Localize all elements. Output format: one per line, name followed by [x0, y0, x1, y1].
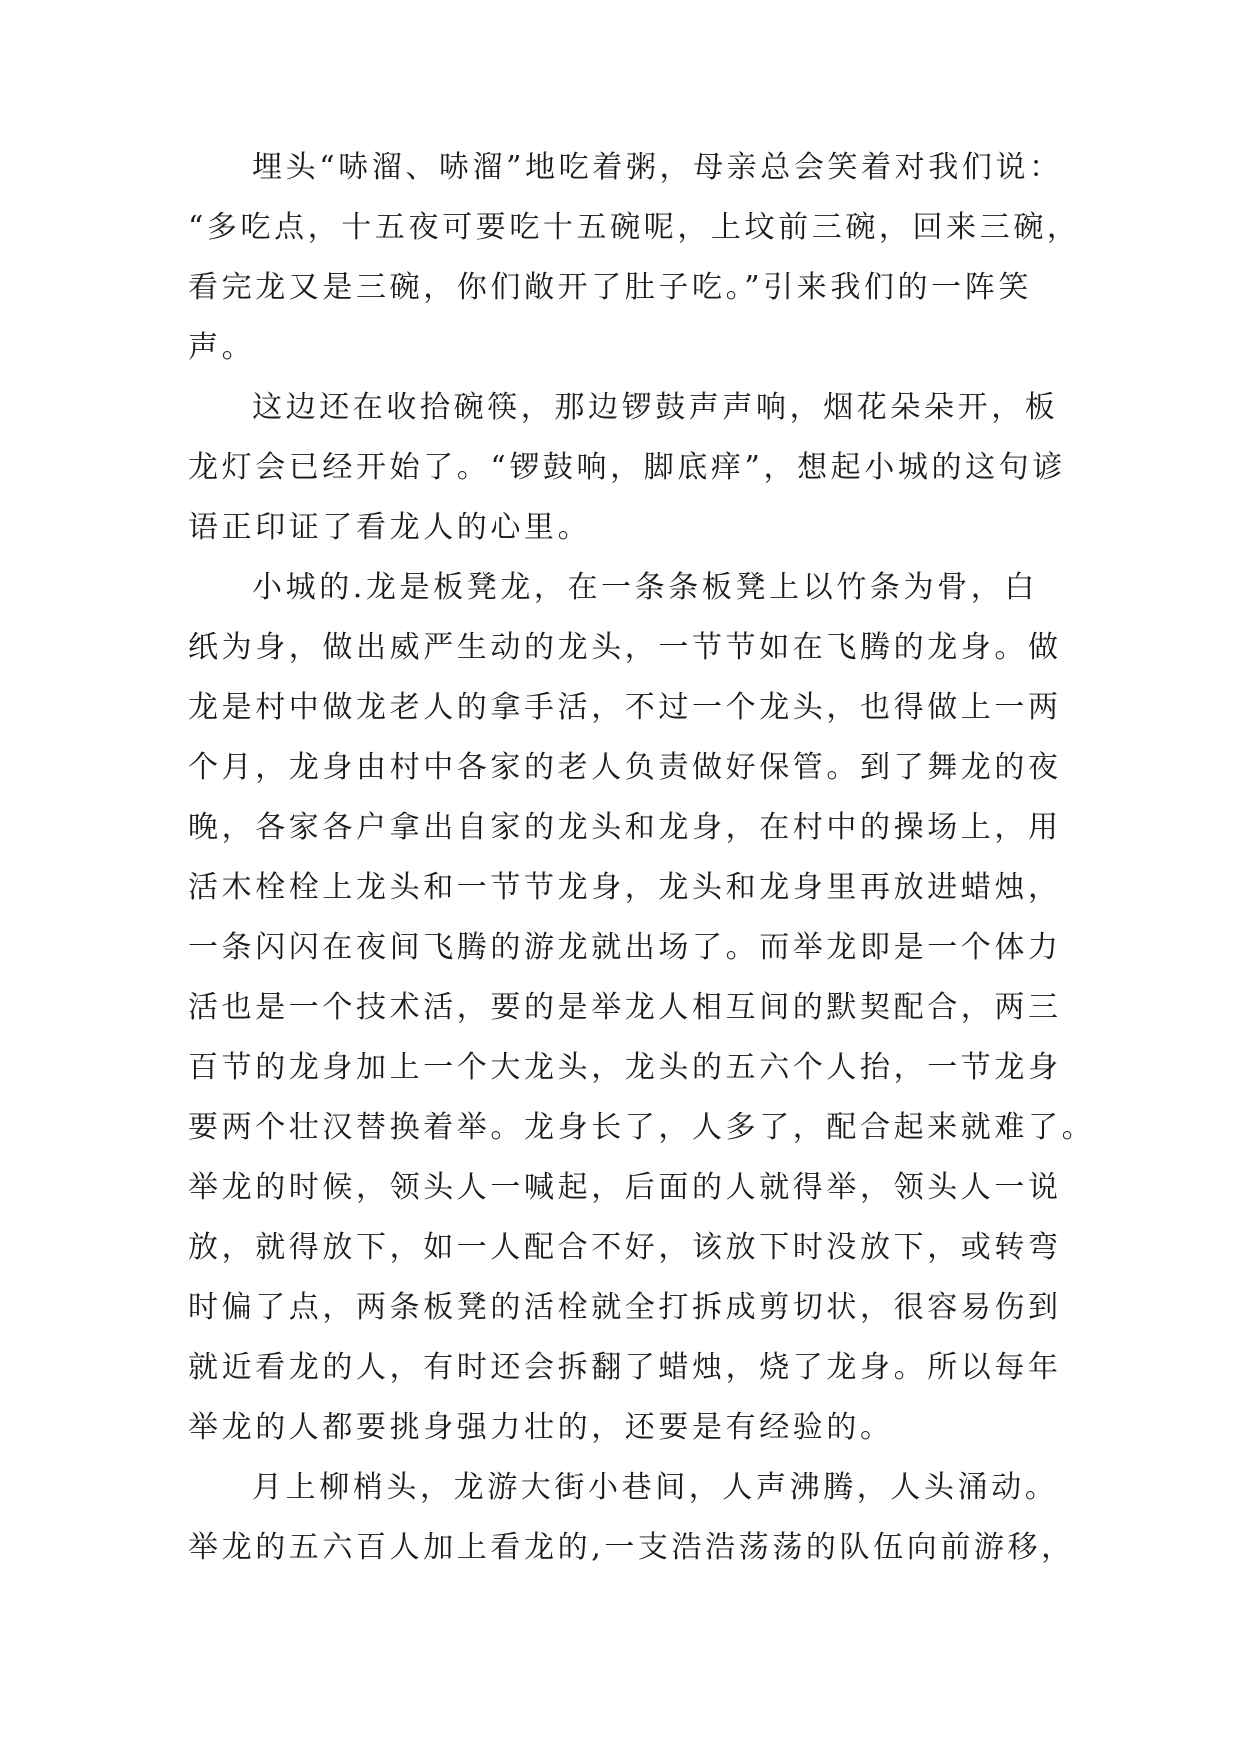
text-line: 埋头“哧溜、哧溜”地吃着粥，母亲总会笑着对我们说： — [252, 150, 1063, 185]
text-line: 举龙的人都要挑身强力壮的，还要是有经验的。 — [188, 1410, 894, 1445]
text-line: 举龙的时候，领头人一喊起，后面的人就得举，领头人一说 — [188, 1170, 1062, 1205]
text-line: 声。 — [188, 330, 256, 365]
text-line: 一条闪闪在夜间飞腾的游龙就出场了。而举龙即是一个体力 — [188, 930, 1062, 965]
text-line: 要两个壮汉替换着举。龙身长了，人多了，配合起来就难了。 — [188, 1110, 1096, 1145]
text-line: 百节的龙身加上一个大龙头，龙头的五六个人抬，一节龙身 — [188, 1050, 1062, 1085]
text-line: 这边还在收拾碗筷，那边锣鼓声声响，烟花朵朵开，板 — [252, 390, 1059, 425]
body-text — [188, 138, 1096, 1578]
text-line: 小城的.龙是板凳龙，在一条条板凳上以竹条为骨，白 — [252, 570, 1038, 605]
text-line: 放，就得放下，如一人配合不好，该放下时没放下，或转弯 — [188, 1230, 1062, 1265]
text-line: 活也是一个技术活，要的是举龙人相互间的默契配合，两三 — [188, 990, 1062, 1025]
text-line: 龙是村中做龙老人的拿手活，不过一个龙头，也得做上一两 — [188, 690, 1062, 725]
text-line: 看完龙又是三碗，你们敞开了肚子吃。”引来我们的一阵笑 — [188, 270, 1032, 305]
text-line: 晚，各家各户拿出自家的龙头和龙身，在村中的操场上，用 — [188, 810, 1062, 845]
text-line: 语正印证了看龙人的心里。 — [188, 510, 592, 545]
text-line: 龙灯会已经开始了。“锣鼓响，脚底痒”，想起小城的这句谚 — [188, 450, 1066, 485]
text-line: 时偏了点，两条板凳的活栓就全打拆成剪切状，很容易伤到 — [188, 1290, 1062, 1325]
text-line: 举龙的五六百人加上看龙的,一支浩浩荡荡的队伍向前游移， — [188, 1530, 1075, 1565]
text-line: “多吃点，十五夜可要吃十五碗呢，上坟前三碗，回来三碗， — [188, 210, 1081, 245]
text-line: 就近看龙的人，有时还会拆翻了蜡烛，烧了龙身。所以每年 — [188, 1350, 1062, 1385]
text-line: 月上柳梢头，龙游大街小巷间，人声沸腾，人头涌动。 — [252, 1470, 1059, 1505]
text-line: 个月，龙身由村中各家的老人负责做好保管。到了舞龙的夜 — [188, 750, 1062, 785]
text-line: 纸为身，做出威严生动的龙头，一节节如在飞腾的龙身。做 — [188, 630, 1062, 665]
text-line: 活木栓栓上龙头和一节节龙身，龙头和龙身里再放进蜡烛， — [188, 870, 1062, 905]
